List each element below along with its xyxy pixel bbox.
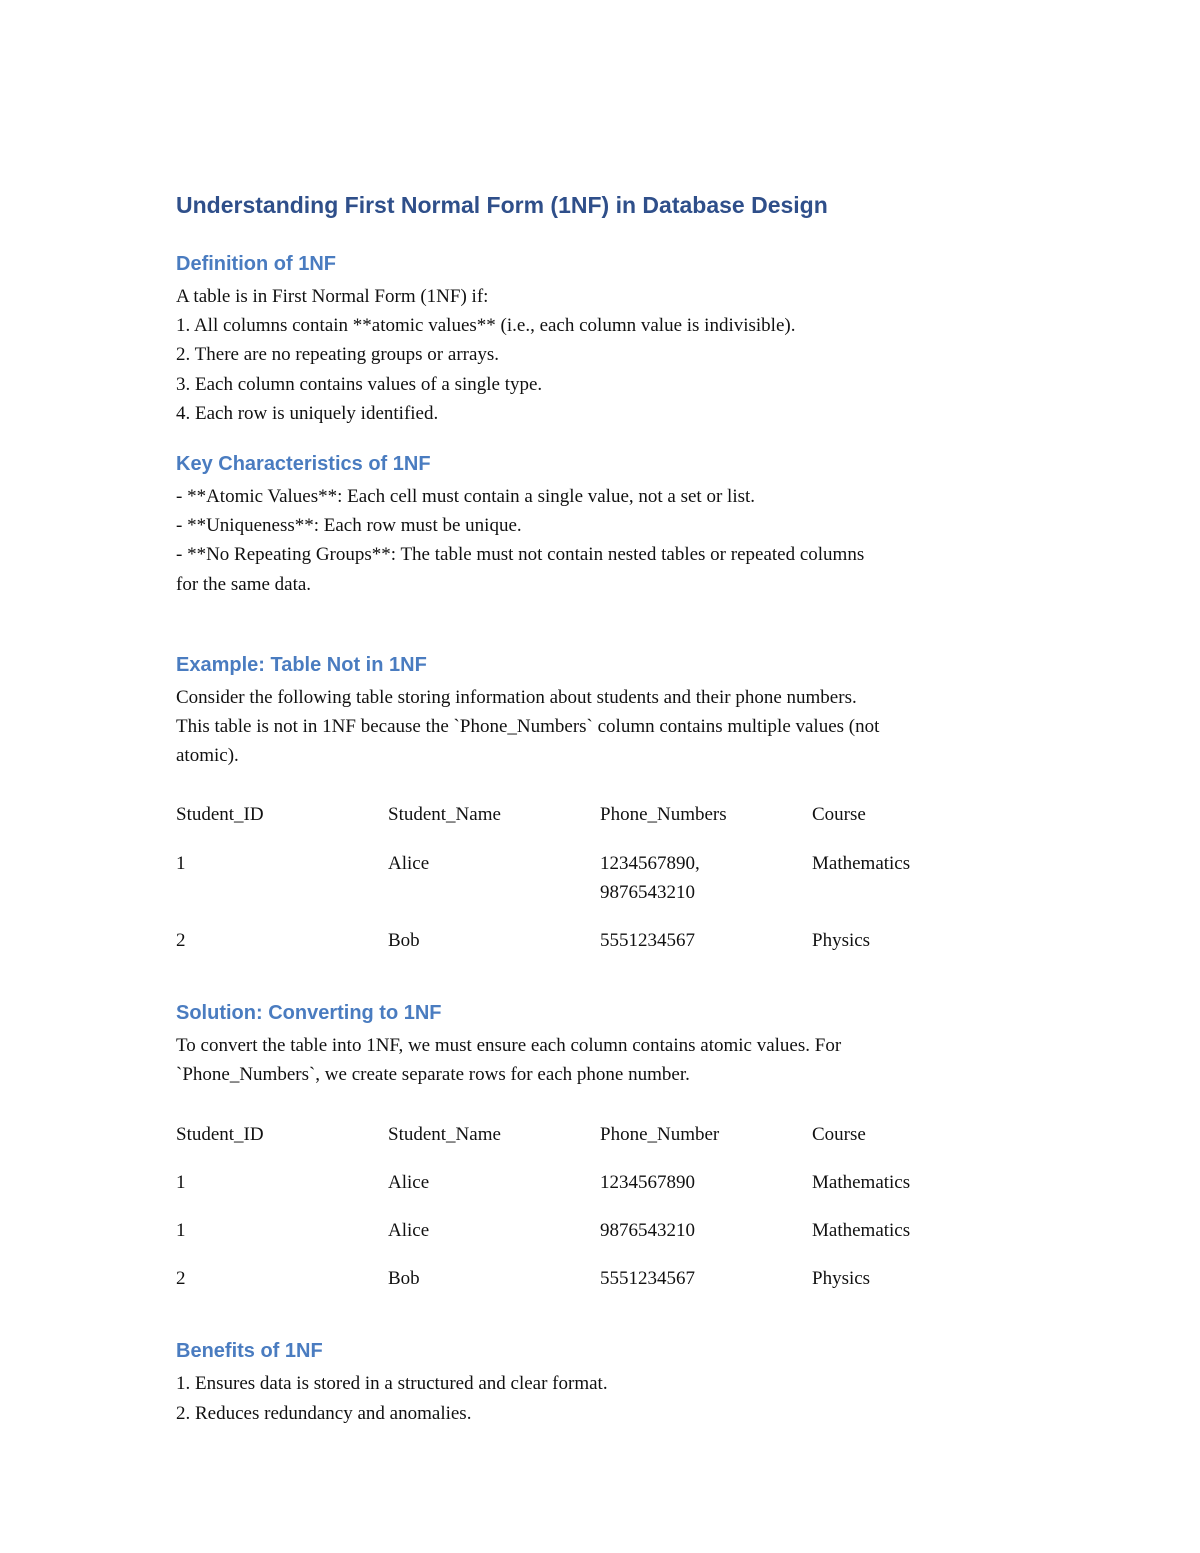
table-cell: 1 — [176, 1220, 186, 1242]
table-cell: Alice — [388, 1171, 430, 1193]
table-header-cell: Phone_Number — [600, 1123, 720, 1145]
characteristics-line: - **No Repeating Groups**: The table must not contain nested tables or repeated columns — [176, 544, 865, 566]
example-heading: Example: Table Not in 1NF — [176, 653, 427, 676]
table-header-cell: Course — [812, 804, 866, 826]
table-header-row — [176, 1120, 1024, 1168]
definition-line: A table is in First Normal Form (1NF) if: — [176, 286, 489, 307]
table-cell: 5551234567 — [600, 930, 695, 952]
table-row — [176, 849, 1024, 926]
table-header-cell: Student_Name — [388, 804, 501, 826]
example-table — [176, 800, 1024, 955]
table-header-cell: Student_Name — [388, 1123, 501, 1145]
table-cell: Alice — [388, 852, 430, 874]
table-header-cell: Course — [812, 1123, 866, 1145]
table-cell: Bob — [388, 1268, 420, 1290]
table-cell: Mathematics — [812, 852, 911, 874]
table-cell: Alice — [388, 1220, 430, 1242]
example-line: atomic). — [176, 745, 239, 767]
definition-line: 2. There are no repeating groups or arrays. — [176, 344, 500, 366]
table-cell: Mathematics — [812, 1171, 911, 1193]
definition-line: 3. Each column contains values of a single type. — [176, 373, 543, 395]
example-line: This table is not in 1NF because the `Phone_Numbers` column contains multiple values (not — [176, 716, 880, 738]
characteristics-line: - **Atomic Values**: Each cell must contain a single value, not a set or list. — [176, 486, 756, 508]
solution-table — [176, 1120, 1024, 1294]
table-cell: 9876543210 — [600, 1220, 695, 1242]
benefits-line: 2. Reduces redundancy and anomalies. — [176, 1402, 472, 1424]
table-cell — [600, 849, 812, 926]
characteristics-line: for the same data. — [176, 573, 312, 595]
characteristics-section — [176, 450, 1026, 599]
solution-line: `Phone_Numbers`, we create separate rows for each phone number. — [176, 1064, 690, 1086]
table-cell: Physics — [812, 930, 871, 952]
spacer — [176, 1293, 1026, 1337]
table-cell: Bob — [388, 930, 420, 952]
definition-line: 1. All columns contain **atomic values** (i.e., each column value is indivisible). — [176, 315, 796, 337]
table-cell: Mathematics — [812, 1220, 911, 1242]
spacer — [176, 955, 1026, 999]
document-title: Understanding First Normal Form (1NF) in Database Design — [176, 192, 828, 218]
table-header-row — [176, 800, 1024, 848]
benefits-section — [176, 1337, 1026, 1427]
solution-section — [176, 999, 1026, 1337]
table-row — [176, 1168, 1024, 1216]
table-cell: 1 — [176, 852, 186, 874]
example-section — [176, 651, 1026, 999]
table-cell: 1234567890 — [600, 1171, 695, 1193]
table-row — [176, 1216, 1024, 1264]
benefits-heading: Benefits of 1NF — [176, 1340, 323, 1363]
phone-number-value: 1234567890, — [600, 852, 700, 874]
definition-section — [176, 250, 1026, 428]
table-cell: 5551234567 — [600, 1268, 695, 1290]
table-row — [176, 1264, 1024, 1293]
table-row — [176, 926, 1024, 955]
example-line: Consider the following table storing information about students and their phone numbers. — [176, 686, 857, 708]
table-cell: 1 — [176, 1171, 186, 1193]
table-header-cell: Student_ID — [176, 804, 264, 826]
benefits-line: 1. Ensures data is stored in a structured and clear format. — [176, 1373, 608, 1395]
solution-heading: Solution: Converting to 1NF — [176, 1002, 442, 1025]
table-cell: 2 — [176, 1268, 186, 1290]
characteristics-heading: Key Characteristics of 1NF — [176, 453, 431, 476]
document-page — [176, 188, 1026, 1450]
characteristics-line: - **Uniqueness**: Each row must be unique. — [176, 515, 522, 537]
table-cell: 2 — [176, 930, 186, 952]
table-cell: Physics — [812, 1268, 871, 1290]
table-header-cell: Phone_Numbers — [600, 804, 727, 826]
phone-number-value: 9876543210 — [600, 881, 695, 903]
solution-line: To convert the table into 1NF, we must ensure each column contains atomic values. For — [176, 1035, 842, 1057]
table-header-cell: Student_ID — [176, 1123, 264, 1145]
definition-line: 4. Each row is uniquely identified. — [176, 402, 439, 424]
definition-heading: Definition of 1NF — [176, 253, 336, 275]
